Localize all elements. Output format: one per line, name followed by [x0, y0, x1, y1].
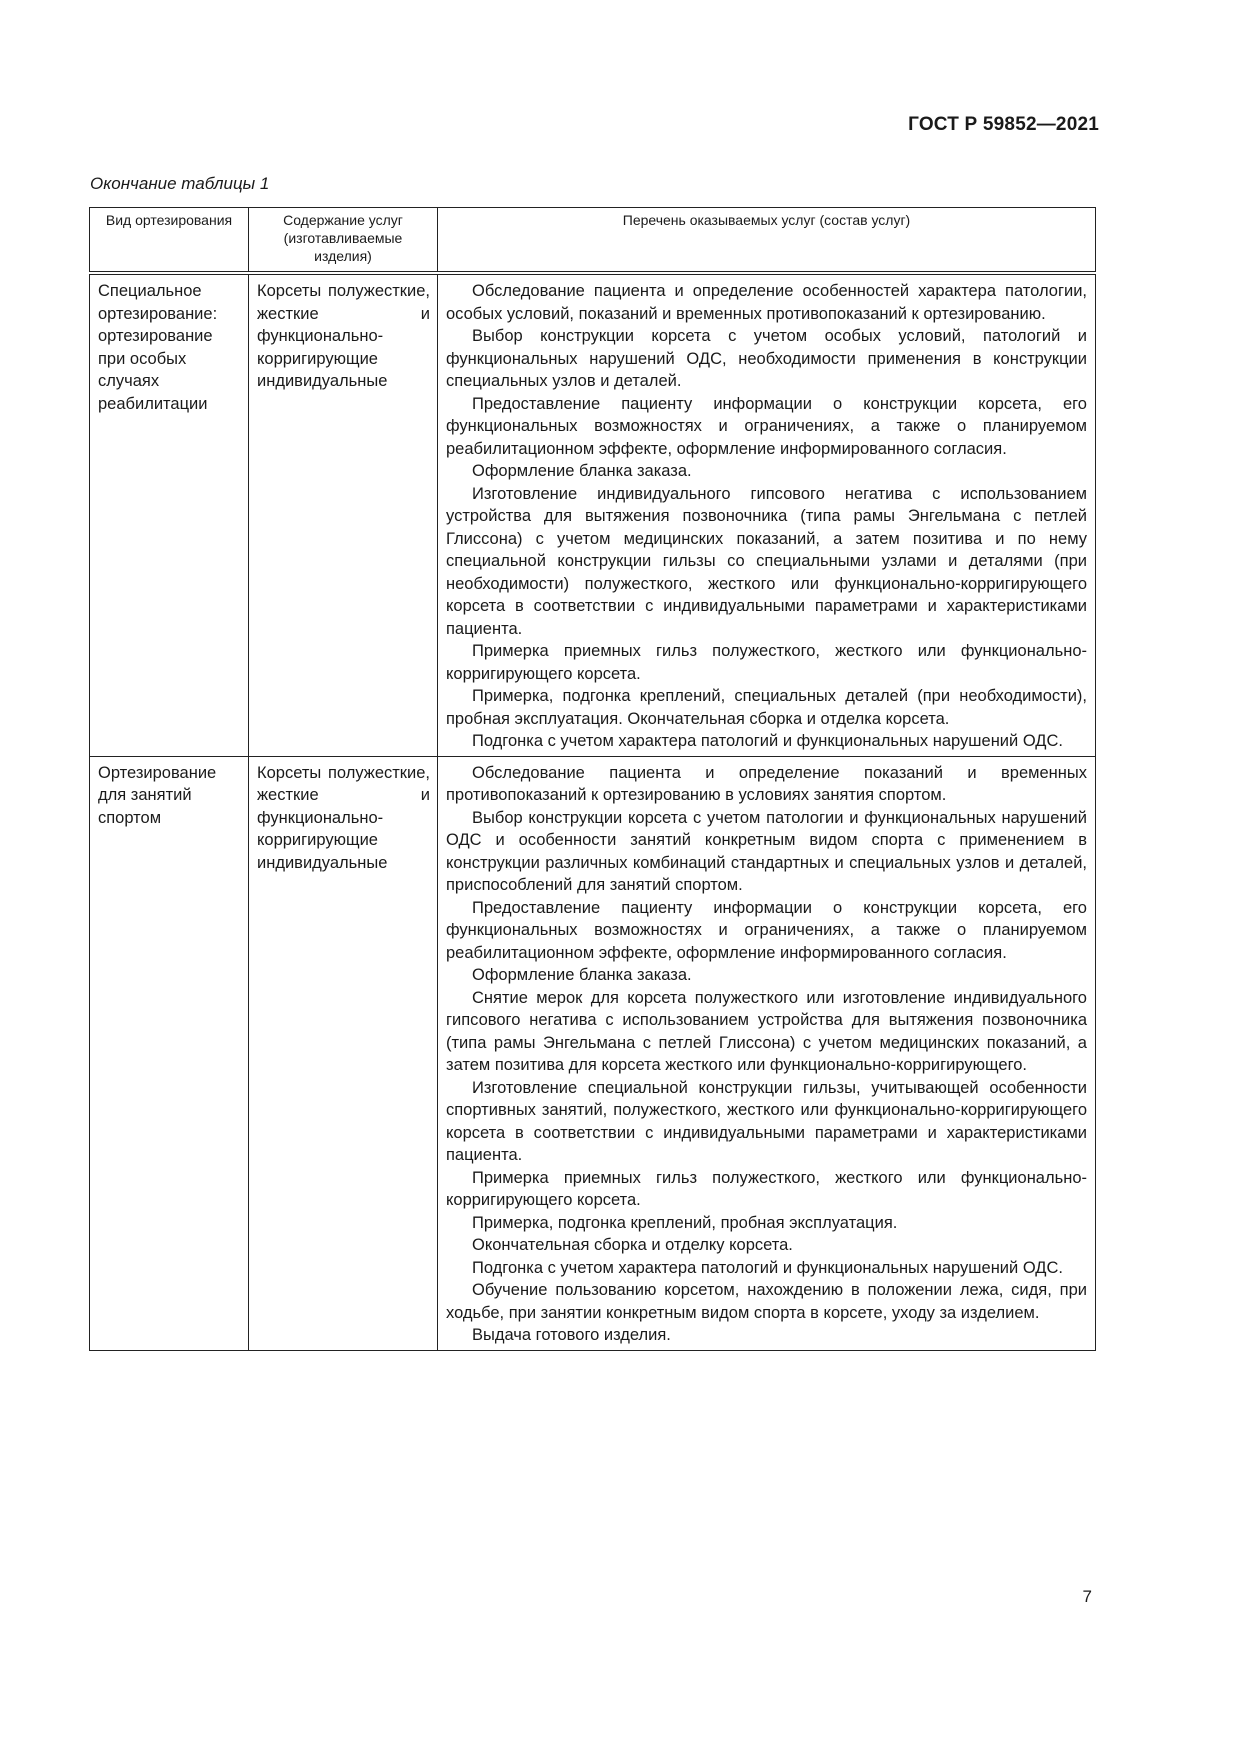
service-item: Снятие мерок для корсета полужесткого или изготовление индивидуального гипсового негатива с использованием устройства для вытяжения позвоночника (типа рамы Энгельмана с петлей Глиссона) с учетом медицинских показаний, а затем позитива для корсета жесткого или функционально-корригирующего.	[446, 988, 1087, 1074]
column-header-services: Перечень оказываемых услуг (состав услуг)	[438, 208, 1096, 274]
table-row	[90, 756, 1096, 1350]
service-item: Подгонка с учетом характера патологий и функциональных нарушений ОДС.	[472, 732, 1063, 750]
service-item: Примерка, подгонка креплений, пробная эксплуатация.	[472, 1213, 898, 1232]
row-2-services	[438, 756, 1096, 1350]
table-row	[90, 273, 1096, 756]
service-item: Оформление бланка заказа.	[472, 462, 692, 480]
service-item: Окончательная сборка и отделку корсета.	[472, 1236, 793, 1254]
service-item: Подгонка с учетом характера патологий и функциональных нарушений ОДС.	[472, 1258, 1063, 1277]
service-item: Изготовление индивидуального гипсового негатива с использованием устройства для вытяжения позвоночника (типа рамы Энгельмана с петлей Глиссона) с учетом медицинских показаний, а затем позитива и по нему специальной конструкции гильзы со специальными узлами и деталями (при необходимости) полужесткого, жесткого или функционально-корригирующего корсета в соответствии с индивидуальными параметрами и характеристиками пациента.	[446, 484, 1087, 638]
service-item: Оформление бланка заказа.	[472, 966, 692, 984]
service-item: Выдача готового изделия.	[472, 1326, 671, 1344]
row-1-services	[438, 273, 1096, 756]
row-1-products: Корсеты полужесткие, жесткие и функционально-корригирующие индивидуальные	[249, 273, 438, 756]
service-item: Изготовление специальной конструкции гильзы, учитывающей особенности спортивных занятий, полужесткого, жесткого или функционально-корригирующего корсета в соответствии с индивидуальными параметрами и характеристиками пациента.	[446, 1078, 1087, 1164]
row-2-type: Ортезирование для занятий спортом	[90, 756, 249, 1350]
service-item: Выбор конструкции корсета с учетом особых условий, патологий и функциональных нарушений ОДС, необходимости применения в конструкции специальных узлов и деталей.	[446, 327, 1087, 390]
service-item: Обследование пациента и определение показаний и временных противопоказаний к ортезированию в условиях занятия спортом.	[446, 763, 1087, 804]
service-item: Обучение пользованию корсетом, нахождению в положении лежа, сидя, при ходьбе, при занятии конкретным видом спорта в корсете, уходу за изделием.	[446, 1281, 1087, 1322]
service-item: Примерка, подгонка креплений, специальных деталей (при необходимости), пробная эксплуатация. Окончательная сборка и отделка корсета.	[446, 687, 1087, 728]
table-header-row	[90, 208, 1096, 274]
page-number: 7	[1082, 1587, 1092, 1606]
service-item: Предоставление пациенту информации о конструкции корсета, его функциональных возможностях и ограничениях, а также о планируемом реабилитационном эффекте, оформление информированного согласия.	[446, 898, 1087, 962]
column-header-type: Вид ортезирования	[90, 208, 249, 274]
column-header-products: Содержание услуг (изготавливаемые изделия)	[249, 208, 438, 274]
document-code: ГОСТ Р 59852—2021	[908, 114, 1099, 135]
service-item: Выбор конструкции корсета с учетом патологии и функциональных нарушений ОДС и особенности занятий конкретным видом спорта с применением в конструкции различных комбинаций стандартных и специальных узлов и деталей, приспособлений для занятий спортом.	[446, 808, 1087, 894]
service-item: Обследование пациента и определение особенностей характера патологии, особых условий, показаний и временных противопоказаний к ортезированию.	[446, 282, 1087, 323]
table-caption: Окончание таблицы 1	[90, 174, 270, 193]
service-item: Примерка приемных гильз полужесткого, жесткого или функционально-корригирующего корсета.	[446, 1168, 1087, 1209]
services-table	[89, 207, 1096, 1351]
row-1-type: Специальное ортезирование: ортезирование при особых случаях реабилитации	[90, 273, 249, 756]
row-2-products: Корсеты полужесткие, жесткие и функционально-корригирующие индивидуальные	[249, 756, 438, 1350]
service-item: Предоставление пациенту информации о конструкции корсета, его функциональных возможностях и ограничениях, а также о планируемом реабилитационном эффекте, оформление информированного согласия.	[446, 394, 1087, 458]
service-item: Примерка приемных гильз полужесткого, жесткого или функционально-корригирующего корсета.	[446, 642, 1087, 683]
